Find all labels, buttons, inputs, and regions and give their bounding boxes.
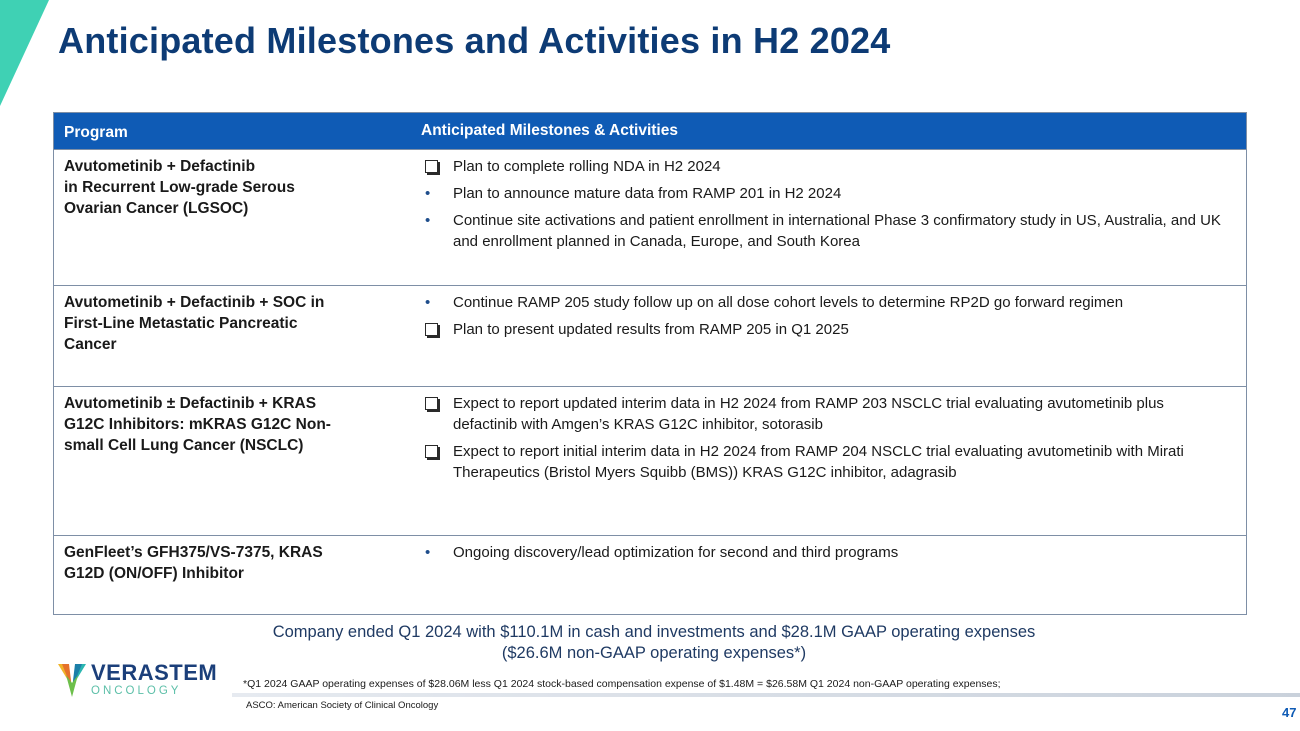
abbreviation-note: ASCO: American Society of Clinical Oncology	[246, 700, 439, 711]
activity-item	[423, 183, 1226, 204]
footer-divider	[232, 693, 1300, 697]
table-row	[54, 387, 1247, 536]
activity-list	[423, 156, 1226, 252]
logo-subtitle: ONCOLOGY	[91, 685, 182, 697]
activity-text: Expect to report initial interim data in H2 2024 from RAMP 204 NSCLC trial evaluating avutometinib with Mirati Therapeutics (Bristol Myers Squibb (BMS)) KRAS G12C inhibitor, adagrasib	[453, 443, 1184, 481]
program-line: small Cell Lung Cancer (NSCLC)	[64, 437, 304, 454]
cash-summary	[200, 622, 1108, 664]
corner-accent-shape	[0, 0, 52, 110]
program-line: Avutometinib ± Defactinib + KRAS	[64, 395, 317, 412]
checkbox-bullet-icon	[425, 323, 438, 336]
program-line: Cancer	[64, 336, 117, 353]
activities-cell	[411, 387, 1247, 536]
activity-item	[423, 393, 1226, 435]
program-cell	[54, 286, 412, 387]
program-line: G12D (ON/OFF) Inhibitor	[64, 565, 244, 582]
activity-item	[423, 542, 1226, 563]
bullet-dot-icon: •	[425, 185, 431, 202]
verastem-logo	[57, 661, 217, 699]
table-row	[54, 150, 1247, 286]
program-line: Avutometinib + Defactinib	[64, 158, 256, 175]
program-line: in Recurrent Low-grade Serous	[64, 179, 295, 196]
program-cell	[54, 536, 412, 615]
activity-item	[423, 156, 1226, 177]
program-line: Avutometinib + Defactinib + SOC in	[64, 294, 325, 311]
program-line: Ovarian Cancer (LGSOC)	[64, 200, 249, 217]
checkbox-bullet-icon	[425, 160, 438, 173]
activity-text: Continue site activations and patient enrollment in international Phase 3 confirmatory study in US, Australia, and UK and enrollment planned in Canada, Europe, and South Korea	[453, 212, 1221, 250]
activities-cell	[411, 536, 1247, 615]
bullet-dot-icon: •	[425, 294, 431, 311]
program-line: G12C Inhibitors: mKRAS G12C Non-	[64, 416, 331, 433]
table-header-row	[54, 113, 1247, 150]
header-program: Program	[54, 113, 412, 150]
activity-item	[423, 210, 1226, 252]
milestones-table	[53, 112, 1247, 615]
activity-item	[423, 292, 1226, 313]
checkbox-bullet-icon	[425, 397, 438, 410]
checkbox-bullet-icon	[425, 445, 438, 458]
table-row	[54, 536, 1247, 615]
header-activities: Anticipated Milestones & Activities	[411, 113, 1247, 150]
activity-list	[423, 292, 1226, 340]
activity-text: Plan to present updated results from RAMP 205 in Q1 2025	[453, 321, 849, 338]
footnote: *Q1 2024 GAAP operating expenses of $28.06M less Q1 2024 stock-based compensation expense of $1.48M = $26.58M Q1 2024 non-GAAP operating expenses;	[243, 678, 1001, 690]
activity-text: Plan to complete rolling NDA in H2 2024	[453, 158, 721, 175]
program-cell	[54, 150, 412, 286]
bullet-dot-icon: •	[425, 544, 431, 561]
activities-cell	[411, 286, 1247, 387]
activity-text: Ongoing discovery/lead optimization for second and third programs	[453, 544, 899, 561]
activity-list	[423, 393, 1226, 483]
cash-summary-line-2: ($26.6M non-GAAP operating expenses*)	[501, 644, 807, 662]
page-number: 47	[1282, 705, 1297, 720]
slide-title: Anticipated Milestones and Activities in H2 2024	[58, 20, 891, 61]
activity-text: Expect to report updated interim data in H2 2024 from RAMP 203 NSCLC trial evaluating avutometinib plus defactinib with Amgen’s KRAS G12C inhibitor, sotorasib	[453, 395, 1164, 433]
activity-text: Continue RAMP 205 study follow up on all dose cohort levels to determine RP2D go forward regimen	[453, 294, 1124, 311]
activity-text: Plan to announce mature data from RAMP 201 in H2 2024	[453, 185, 842, 202]
activities-cell	[411, 150, 1247, 286]
activity-item	[423, 319, 1226, 340]
program-cell	[54, 387, 412, 536]
program-line: First-Line Metastatic Pancreatic	[64, 315, 298, 332]
program-line: GenFleet’s GFH375/VS-7375, KRAS	[64, 544, 323, 561]
table-row	[54, 286, 1247, 387]
cash-summary-line-1: Company ended Q1 2024 with $110.1M in cash and investments and $28.1M GAAP operating expenses	[272, 623, 1036, 641]
bullet-dot-icon: •	[425, 212, 431, 229]
activity-item	[423, 441, 1226, 483]
verastem-v-icon	[57, 661, 87, 699]
logo-name: VERASTEM	[91, 660, 218, 685]
activity-list	[423, 542, 1226, 563]
